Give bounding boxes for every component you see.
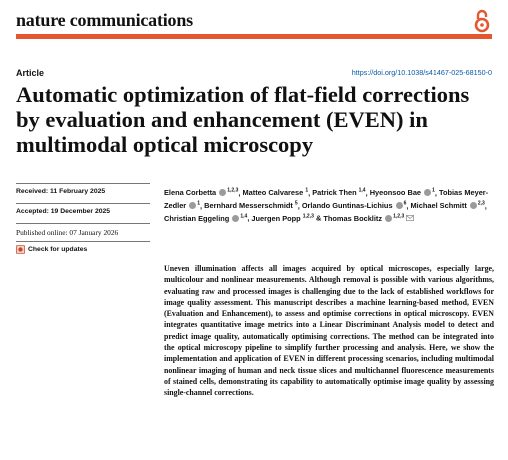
author-name[interactable]: Bernhard Messerschmidt bbox=[204, 201, 293, 211]
open-access-icon bbox=[473, 8, 491, 34]
author-name[interactable]: Tobias Meyer-Zedler bbox=[164, 188, 489, 211]
author-entry[interactable] bbox=[164, 188, 238, 197]
orcid-icon[interactable] bbox=[424, 189, 431, 196]
email-icon[interactable] bbox=[406, 215, 414, 221]
author-name[interactable]: Juergen Popp bbox=[251, 213, 301, 223]
orcid-icon[interactable] bbox=[189, 202, 196, 209]
abstract-paragraph: Uneven illumination affects all images acquired by optical microscopes, especially large, multicolour and nonlinear measurements. Although removal is possible with various algorithms, evaluating raw and processed images is challenging due to the lack of established workflows for image quality assessment. This manuscript describes a machine learning-based method, EVEN (Evaluation and Enhancement), to assess and optimise corrections in optical microscopy. EVEN integrates quantitative image metrics into a Linear Discriminant Analysis model to detect and predict image quality, automatically optimising corrections. The method can be integrated into the optical microscopy pipeline to simplify further processing and analysis. Here, we show the implementation and application of EVEN in different processing scenarios, including multimodal nonlinear imaging of human and neck tissue slices and multichannel fluorescence measurements of stained cells, demonstrating its capability to automatically optimise image quality by assessing single-channel corrections. bbox=[164, 264, 494, 398]
orcid-icon[interactable] bbox=[385, 215, 392, 222]
check-for-updates-label: Check for updates bbox=[28, 246, 88, 253]
author-affiliation: 5 bbox=[294, 200, 298, 207]
orcid-icon[interactable] bbox=[470, 202, 477, 209]
author-entry[interactable] bbox=[411, 201, 485, 210]
author-affiliation: 1,2,3 bbox=[302, 213, 314, 220]
author-name[interactable]: Michael Schmitt bbox=[410, 201, 467, 211]
accepted-block bbox=[16, 203, 150, 219]
accepted-date: Accepted: 19 December 2025 bbox=[16, 208, 111, 215]
journal-name[interactable]: nature communications bbox=[16, 10, 193, 30]
article-title: Automatic optimization of flat-field corrections by evaluation and enhancement (EVEN) in multimodal optical microscopy bbox=[16, 82, 470, 157]
author-entry[interactable] bbox=[242, 188, 308, 197]
author-name[interactable]: Patrick Then bbox=[312, 188, 357, 198]
author-name[interactable]: Thomas Bocklitz bbox=[323, 213, 383, 223]
abstract bbox=[164, 263, 494, 408]
author-name[interactable]: Elena Corbetta bbox=[164, 188, 217, 198]
author-affiliation: 1 bbox=[305, 188, 309, 194]
author-list: Elena Corbetta $^{1,2,3}$, Matteo Calvarese $^1$, Patrick Then $^{1,4}$, Hyeonsoo Bae $^1$, Tobias Meyer-Zedler $^1$, Bernhard Messerschmidt $^5$, Orlando Guntinas-Lichius $^6$, Michael Schmitt $^{2,3}$, Christian Eggeling $^{1,4}$, Juergen Popp $^{1,2,3}$ & Thomas Bocklitz $^{1,2,3}$ bbox=[164, 188, 489, 223]
orcid-icon[interactable] bbox=[396, 202, 403, 209]
published-block bbox=[16, 223, 150, 241]
article-type-label: Article bbox=[16, 68, 45, 78]
author-name[interactable]: Matteo Calvarese bbox=[242, 188, 304, 198]
check-updates-block[interactable] bbox=[16, 241, 150, 254]
author-name[interactable]: Orlando Guntinas-Lichius bbox=[301, 201, 393, 211]
author-entry[interactable] bbox=[370, 188, 435, 197]
doi-link[interactable]: https://doi.org/10.1038/s41467-025-68150-0 bbox=[351, 68, 492, 77]
author-affiliation: 1,2,3 bbox=[393, 213, 405, 220]
author-affiliation: 1,2,3 bbox=[227, 188, 239, 194]
author-entry[interactable] bbox=[251, 214, 313, 223]
orcid-icon[interactable] bbox=[232, 215, 239, 222]
orcid-icon[interactable] bbox=[219, 189, 226, 196]
author-affiliation: 1 bbox=[432, 188, 435, 194]
author-entry[interactable] bbox=[323, 214, 414, 223]
check-for-updates-icon bbox=[16, 245, 25, 254]
author-name[interactable]: Hyeonsoo Bae bbox=[369, 188, 422, 198]
author-entry[interactable] bbox=[164, 214, 247, 223]
author-affiliation: 1 bbox=[197, 200, 201, 207]
author-entry[interactable] bbox=[204, 201, 298, 210]
author-entry[interactable] bbox=[302, 201, 407, 210]
header-accent-bar bbox=[16, 34, 492, 39]
author-name[interactable]: Christian Eggeling bbox=[164, 213, 230, 223]
author-affiliation: 1,4 bbox=[358, 188, 366, 194]
received-block bbox=[16, 183, 150, 199]
author-affiliation: 6 bbox=[403, 200, 407, 207]
author-entry[interactable] bbox=[312, 188, 365, 197]
received-date: Received: 11 February 2025 bbox=[16, 188, 106, 195]
check-for-updates-button[interactable] bbox=[16, 242, 150, 254]
author-affiliation: 1,4 bbox=[240, 213, 248, 220]
published-date: Published online: 07 January 2026 bbox=[16, 228, 119, 237]
author-affiliation: 2,3 bbox=[477, 200, 485, 207]
